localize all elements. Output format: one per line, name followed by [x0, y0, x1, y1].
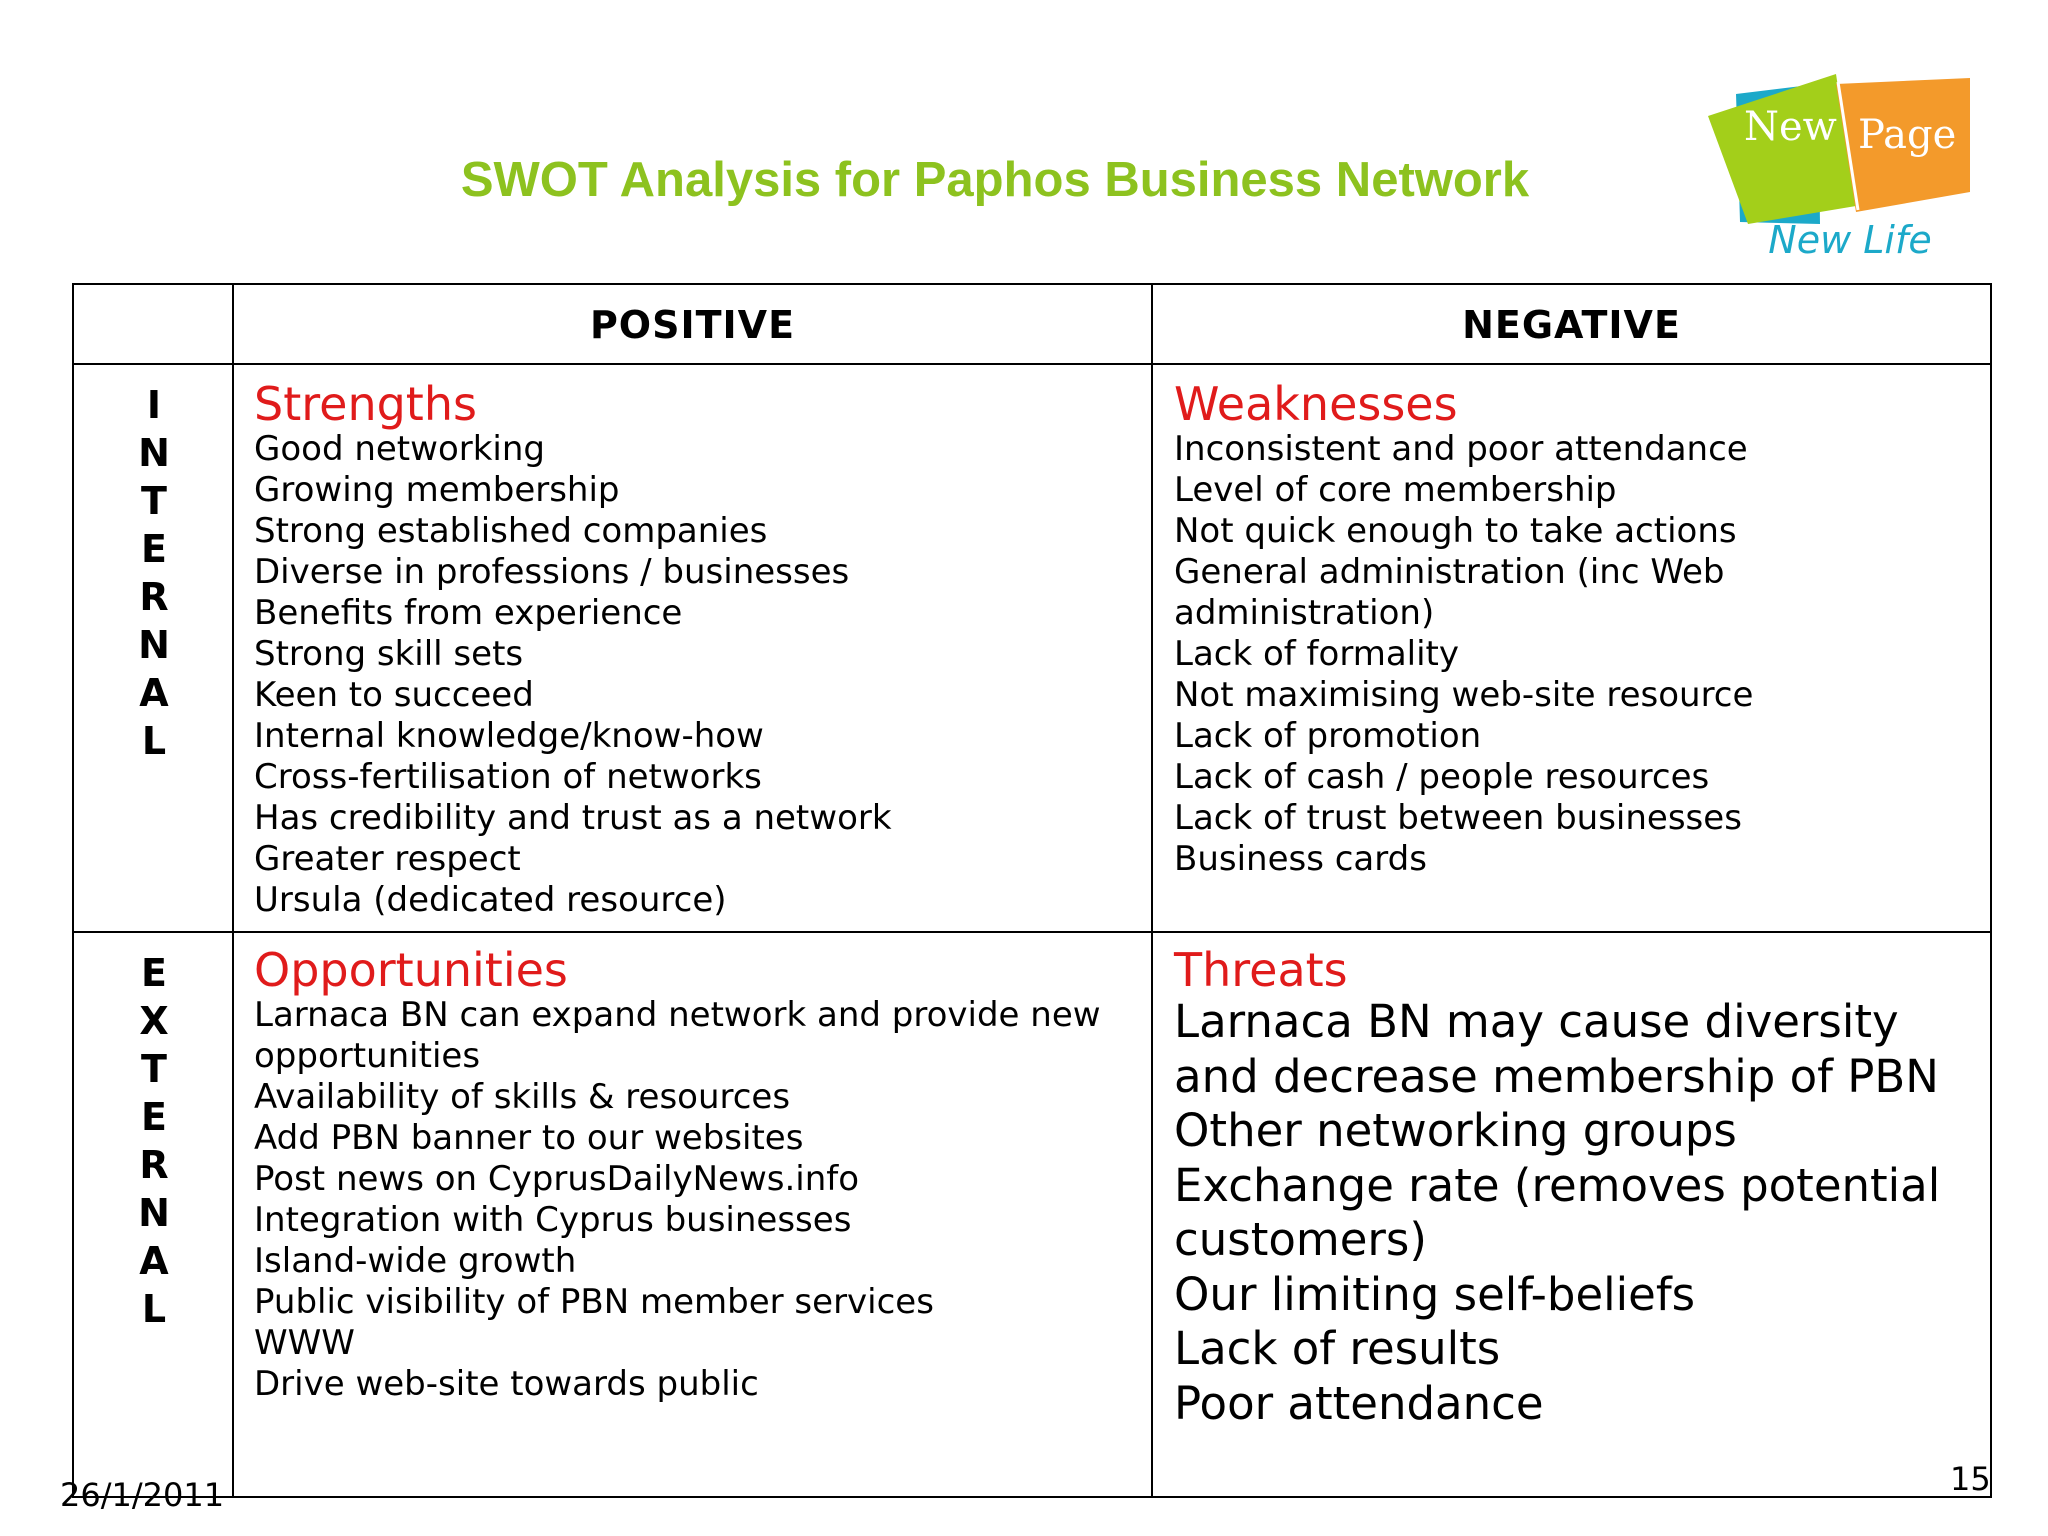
- list-item: Not maximising web-site resource: [1174, 675, 1754, 715]
- page-title: SWOT Analysis for Paphos Business Network: [460, 153, 1530, 207]
- slide-date: 26/1/2011: [60, 1476, 225, 1514]
- weaknesses-cell: [1174, 379, 1753, 880]
- threats-list: [1174, 995, 1940, 1431]
- list-item: opportunities: [254, 1036, 481, 1076]
- list-item: and decrease membership of PBN: [1174, 1049, 1939, 1103]
- list-item: Diverse in professions / businesses: [254, 552, 850, 592]
- logo-tagline: New Life: [1768, 218, 1932, 262]
- side-letter: R: [139, 1143, 169, 1187]
- side-letter: X: [139, 999, 169, 1043]
- list-item: Ursula (dedicated resource): [254, 880, 727, 920]
- side-letter: L: [141, 1287, 167, 1331]
- list-item: Level of core membership: [1174, 470, 1617, 510]
- side-letter: A: [139, 1239, 169, 1283]
- list-item: Keen to succeed: [254, 675, 534, 715]
- list-item: Good networking: [254, 429, 545, 469]
- side-letter: R: [139, 575, 169, 619]
- list-item: Business cards: [1174, 839, 1427, 879]
- logo-word-new: New: [1744, 104, 1837, 150]
- divider: [1151, 285, 1153, 1496]
- list-item: Lack of promotion: [1174, 716, 1482, 756]
- list-item: Inconsistent and poor attendance: [1174, 429, 1748, 469]
- list-item: Cross-fertilisation of networks: [254, 757, 762, 797]
- opportunities-title: Opportunities: [254, 943, 568, 997]
- list-item: Growing membership: [254, 470, 620, 510]
- threats-title: Threats: [1174, 943, 1348, 997]
- strengths-title: Strengths: [254, 377, 477, 431]
- list-item: Lack of trust between businesses: [1174, 798, 1742, 838]
- side-letter: N: [138, 1191, 170, 1235]
- list-item: customers): [1174, 1213, 1427, 1266]
- side-letter: L: [141, 719, 167, 763]
- list-item: Strong skill sets: [254, 634, 524, 674]
- list-item: WWW: [254, 1323, 355, 1363]
- list-item: General administration (inc Web: [1174, 552, 1725, 592]
- list-item: Not quick enough to take actions: [1174, 511, 1737, 551]
- list-item: Poor attendance: [1174, 1376, 1544, 1430]
- list-item: Add PBN banner to our websites: [254, 1118, 804, 1158]
- list-item: Public visibility of PBN member services: [254, 1282, 934, 1322]
- page-number: 15: [1950, 1460, 1991, 1498]
- list-item: Strong established companies: [254, 511, 768, 551]
- list-item: Larnaca BN may cause diversity: [1174, 995, 1899, 1048]
- swot-table: [72, 283, 1992, 1498]
- strengths-cell: [254, 379, 892, 921]
- list-item: Lack of results: [1174, 1322, 1501, 1375]
- list-item: Lack of cash / people resources: [1174, 757, 1710, 797]
- side-letter: I: [146, 383, 162, 427]
- list-item: Island-wide growth: [254, 1241, 577, 1281]
- divider: [74, 931, 1990, 933]
- list-item: Exchange rate (removes potential: [1174, 1158, 1941, 1212]
- side-letter: A: [139, 671, 169, 715]
- list-item: Lack of formality: [1174, 634, 1459, 674]
- weaknesses-title: Weaknesses: [1174, 377, 1458, 431]
- opportunities-list: [254, 995, 1101, 1405]
- list-item: Benefits from experience: [254, 593, 683, 633]
- side-letter: E: [141, 951, 167, 995]
- side-letter: T: [141, 1047, 167, 1091]
- logo-word-page: Page: [1858, 112, 1957, 158]
- list-item: Has credibility and trust as a network: [254, 798, 892, 838]
- list-item: Post news on CyprusDailyNews.info: [254, 1159, 860, 1199]
- list-item: Integration with Cyprus businesses: [254, 1200, 852, 1240]
- list-item: Availability of skills & resources: [254, 1077, 791, 1117]
- threats-cell: [1174, 945, 1940, 1431]
- list-item: Our limiting self-beliefs: [1174, 1267, 1696, 1321]
- side-letter: E: [141, 527, 167, 571]
- weaknesses-list: [1174, 429, 1753, 880]
- list-item: Internal knowledge/know-how: [254, 716, 764, 756]
- list-item: Larnaca BN can expand network and provide new: [254, 995, 1101, 1035]
- list-item: Drive web-site towards public: [254, 1364, 759, 1404]
- list-item: Other networking groups: [1174, 1104, 1737, 1157]
- side-label-internal: [74, 381, 234, 765]
- header-positive: POSITIVE: [589, 303, 796, 347]
- side-label-external: [74, 949, 234, 1333]
- list-item: Greater respect: [254, 839, 521, 879]
- side-letter: N: [138, 431, 170, 475]
- opportunities-cell: [254, 945, 1101, 1405]
- list-item: administration): [1174, 593, 1435, 633]
- side-letter: T: [141, 479, 167, 523]
- header-negative: NEGATIVE: [1462, 303, 1681, 347]
- side-letter: E: [141, 1095, 167, 1139]
- strengths-list: [254, 429, 892, 921]
- side-letter: N: [138, 623, 170, 667]
